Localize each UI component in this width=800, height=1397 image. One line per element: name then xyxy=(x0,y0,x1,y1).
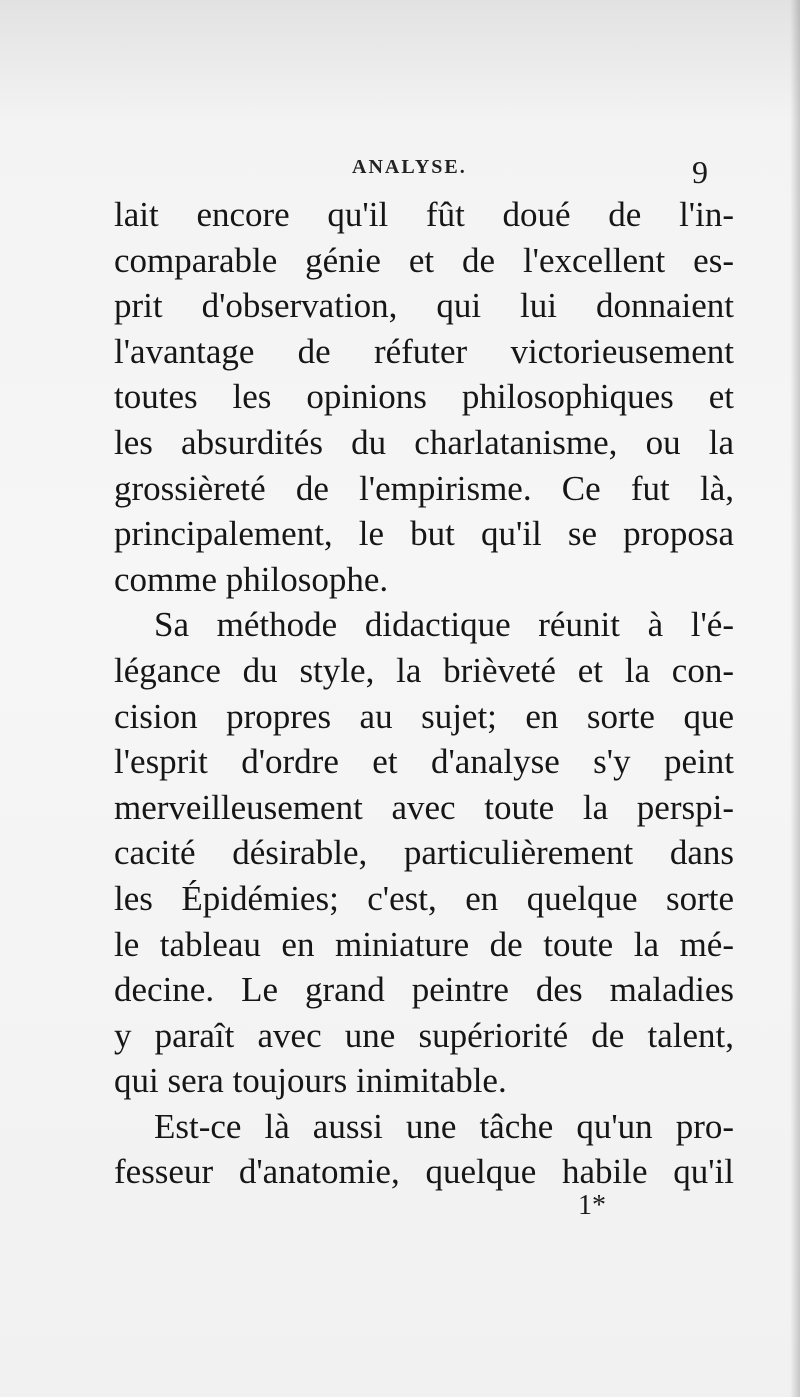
paragraph-first-line: Est-ce là aussi une tâche qu'un pro- xyxy=(154,1106,734,1146)
text-line: les absurdités du charlatanisme, ou la xyxy=(114,422,734,462)
text-line: le tableau en miniature de toute la mé- xyxy=(114,924,734,964)
text-line: comme philosophe. xyxy=(114,559,389,599)
text-line: lait encore qu'il fût doué de l'in- xyxy=(114,195,734,234)
running-head: ANALYSE. xyxy=(352,156,467,178)
text-line: decine. Le grand peintre des maladies xyxy=(114,970,734,1010)
text-line: l'esprit d'ordre et d'analyse s'y peint xyxy=(114,742,734,782)
text-line: comparable génie et de l'excellent es- xyxy=(114,240,734,280)
text-line: toutes les opinions philosophiques et xyxy=(114,377,734,417)
text-line: merveilleusement avec toute la perspi- xyxy=(114,787,734,827)
text-line: cision propres au sujet; en sorte que xyxy=(114,696,734,736)
text-line: grossièreté de l'empirisme. Ce fut là, xyxy=(114,468,734,508)
text-line: l'avantage de réfuter victorieusement xyxy=(114,331,734,371)
page-edge-shadow xyxy=(790,0,800,1397)
text-line: qui sera toujours inimitable. xyxy=(114,1061,507,1101)
text-line: légance du style, la brièveté et la con- xyxy=(114,650,734,690)
text-line: fesseur d'anatomie, quelque habile qu'il xyxy=(114,1152,734,1192)
text-line: prit d'observation, qui lui donnaient xyxy=(114,286,734,326)
text-line: y paraît avec une supériorité de talent, xyxy=(114,1015,734,1055)
body-text xyxy=(114,192,734,1195)
signature-mark: 1* xyxy=(578,1190,606,1221)
text-line: les Épidémies; c'est, en quelque sorte xyxy=(114,878,734,918)
text-line: cacité désirable, particulièrement dans xyxy=(114,833,734,873)
page-number: 9 xyxy=(692,154,708,190)
paragraph-first-line: Sa méthode didactique réunit à l'é- xyxy=(154,605,734,645)
text-line: principalement, le but qu'il se proposa xyxy=(114,514,734,554)
